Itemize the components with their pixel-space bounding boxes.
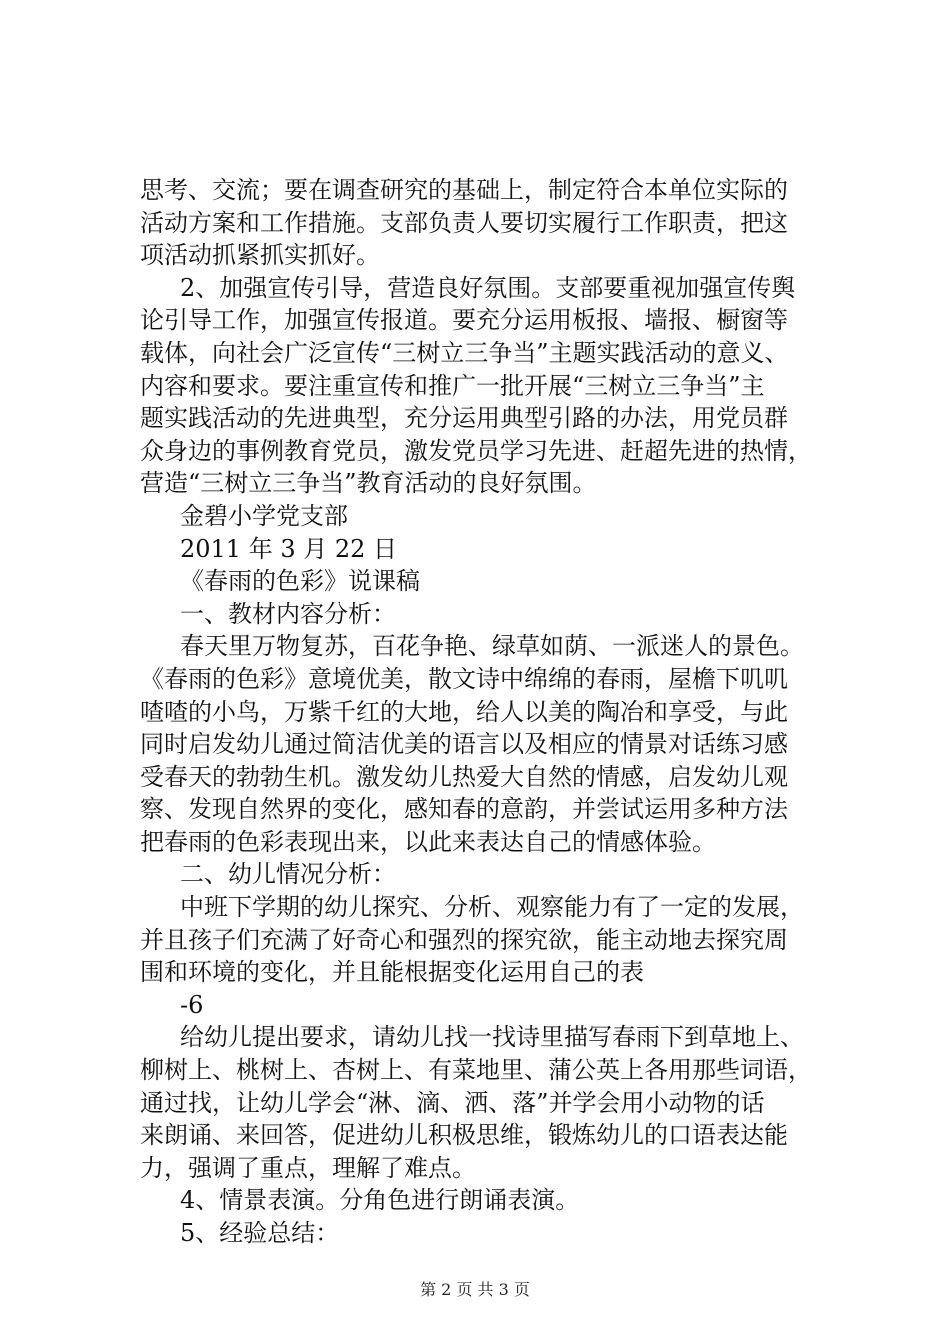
text-line: 一、教材内容分析：: [180, 599, 396, 628]
document-body: [140, 174, 830, 1250]
text-line: 春天里万物复苏，百花争艳、绿草如荫、一派迷人的景色。: [180, 632, 804, 661]
text-line: 众身边的事例教育党员，激发党员学习先进、赶超先进的热情，: [140, 436, 812, 465]
text-line: 金碧小学党支部: [180, 501, 348, 530]
text-line: 营造“三树立三争当”教育活动的良好氛围。: [140, 469, 597, 498]
text-line: 围和环境的变化，并且能根据变化运用自己的表: [140, 958, 644, 987]
text-line: 4、情景表演。分角色进行朗诵表演。: [180, 1186, 580, 1215]
text-line: 柳树上、桃树上、杏树上、有菜地里、蒲公英上各用那些词语，: [140, 1056, 812, 1085]
text-line: 受春天的勃勃生机。激发幼儿热爱大自然的情感，启发幼儿观: [140, 762, 788, 791]
text-line: 5、经验总结：: [180, 1219, 340, 1247]
text-line: 察、发现自然界的变化，感知春的意韵，并尝试运用多种方法: [140, 795, 788, 824]
text-line: 项活动抓紧抓实抓好。: [140, 241, 380, 270]
text-line: 中班下学期的幼儿探究、分析、观察能力有了一定的发展，: [180, 893, 804, 922]
text-line: 并且孩子们充满了好奇心和强烈的探究欲，能主动地去探究周: [140, 925, 788, 954]
text-line: 2、加强宣传引导，营造良好氛围。支部要重视加强宣传舆: [180, 273, 796, 302]
text-line: 喳喳的小鸟，万紫千红的大地，给人以美的陶冶和享受，与此: [140, 697, 788, 726]
text-line: 同时启发幼儿通过简洁优美的语言以及相应的情景对话练习感: [140, 730, 788, 759]
text-line: 来朗诵、来回答，促进幼儿积极思维，锻炼幼儿的口语表达能: [140, 1121, 788, 1150]
text-line: 2011 年 3 月 22 日: [180, 534, 398, 563]
text-line: 把春雨的色彩表现出来，以此来表达自己的情感体验。: [140, 827, 716, 856]
text-line: 二、幼儿情况分析：: [180, 860, 396, 889]
text-line: 通过找，让幼儿学会“淋、滴、洒、落”并学会用小动物的话: [140, 1088, 765, 1117]
text-line: 内容和要求。要注重宣传和推广一批开展“三树立三争当”主: [140, 371, 765, 400]
text-line: 论引导工作，加强宣传报道。要充分运用板报、墙报、橱窗等: [140, 306, 788, 335]
text-line: 给幼儿提出要求，请幼儿找一找诗里描写春雨下到草地上、: [180, 1023, 804, 1052]
text-line: 活动方案和工作措施。支部负责人要切实履行工作职责，把这: [140, 208, 788, 237]
page-footer: 第 2 页 共 3 页: [420, 1280, 530, 1299]
text-line: 《春雨的色彩》说课稿: [180, 567, 420, 596]
text-line: 《春雨的色彩》意境优美，散文诗中绵绵的春雨，屋檐下叽叽: [140, 664, 788, 693]
text-line: 思考、交流；要在调查研究的基础上，制定符合本单位实际的: [140, 176, 788, 204]
text-line: 载体，向社会广泛宣传“三树立三争当”主题实践活动的意义、: [140, 338, 789, 367]
text-line: 力，强调了重点，理解了难点。: [140, 1153, 476, 1182]
text-line: -6: [180, 990, 204, 1019]
text-line: 题实践活动的先进典型，充分运用典型引路的办法，用党员群: [140, 404, 788, 433]
